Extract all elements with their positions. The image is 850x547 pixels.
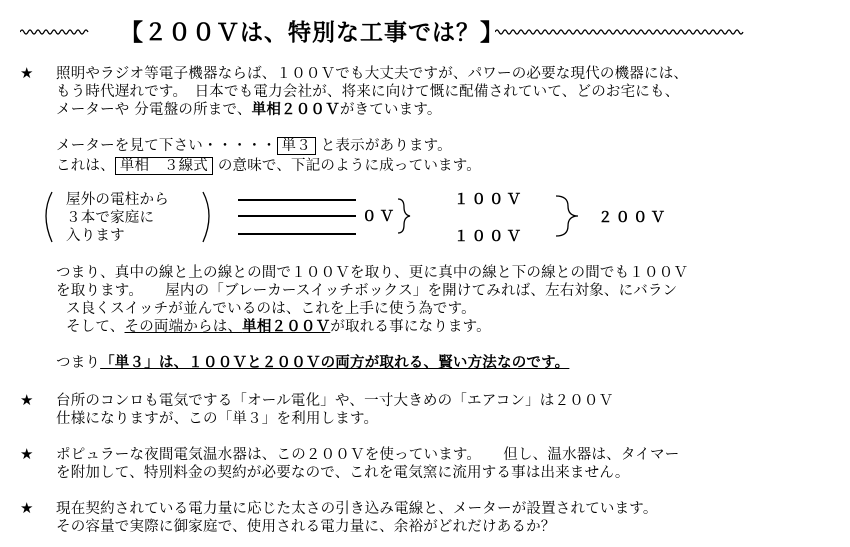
brace-small — [398, 199, 410, 233]
page-title: 【２００Ｖは、特別な工事では？】 — [120, 19, 504, 46]
left-bracket-right — [203, 192, 209, 242]
diagram-note-line2: ３本で家庭に — [66, 210, 155, 226]
brace-large — [556, 196, 578, 236]
meter-line2-b: の意味で、下記のように成っています。 — [217, 158, 481, 174]
star-bullet-1: ★ — [20, 64, 34, 82]
summary-emphasis: 「単３」は、１００Ｖと２００Ｖの両方が取れる、賢い方法なのです。 — [100, 355, 570, 371]
summary-line — [56, 354, 569, 372]
para2-line3: ス良くスイッチが並んでいるのは、これを上手に使う為です。 — [66, 301, 476, 317]
meter-box-tan3: 単３ — [277, 137, 316, 155]
left-bracket-left — [46, 192, 52, 242]
meter-box-single-phase: 単相 ３線式 — [115, 157, 213, 175]
star-bullet-2: ★ — [20, 391, 34, 409]
bullet4-line2: その容量で実際に御家庭で、使用される電力量に、余裕がどれだけあるか？ — [56, 519, 556, 535]
voltage-middle-label: ０Ｖ — [362, 209, 397, 225]
para1-line3-bold: 単相２００Ｖ — [251, 102, 340, 118]
para2-line1: つまり、真中の線と上の線との間で１００Ｖを取り、更に真中の線と下の線との間でも１００Ｖ — [56, 265, 689, 281]
diagram-note-line3: 入ります — [66, 228, 125, 244]
voltage-bottom-label: １００Ｖ — [454, 229, 524, 245]
diagram-note-line1: 屋外の電柱から — [66, 192, 169, 208]
para1-line3-a: メーターや 分電盤の所まで、 — [56, 102, 252, 118]
bullet2-line2: 仕様になりますが、この「単３」を利用します。 — [56, 411, 379, 427]
summary-lead: つまり — [56, 355, 101, 371]
star-bullet-3: ★ — [20, 445, 34, 463]
bullet2-line1: 台所のコンロも電気でする「オール電化」や、一寸大きめの「エアコン」は２００Ｖ — [56, 393, 614, 409]
voltage-top-label: １００Ｖ — [454, 192, 524, 208]
para2-line4-underlined: その両端からは、 — [124, 319, 243, 335]
para2-line4 — [66, 318, 491, 336]
star-bullet-4: ★ — [20, 499, 34, 517]
para1-line3-c: がきています。 — [339, 102, 442, 118]
para2-line4-d: が取れる事になります。 — [330, 319, 491, 335]
bullet4-line1: 現在契約されている電力量に応じた太さの引き込み電線と、メーターが設置されています。 — [56, 501, 658, 517]
bullet3-line1: ポピュラーな夜間電気温水器は、この２００Ｖを使っています。 但し、温水器は、タイマー — [56, 447, 680, 463]
para2-line4-a: そして、 — [66, 319, 125, 335]
para2-line4-bold: 単相２００Ｖ — [242, 319, 331, 335]
bullet3-line2: を附加して、特別料金の契約が必要なので、これを電気窯に流用する事は出来ません。 — [56, 465, 630, 481]
meter-line2-a: これは、 — [56, 158, 115, 174]
para1-line2: もう時代遅れです。 日本でも電力会社が、将来に向けて慨に配備されていて、どのお宅にも、 — [56, 84, 680, 100]
meter-line1-a: メーターを見て下さい・・・・・ — [56, 138, 277, 154]
para2-line2: を取ります。 屋内の「ブレーカースイッチボックス」を開けてみれば、左右対象、にバラン — [56, 283, 678, 299]
voltage-total-label: ２００Ｖ — [598, 210, 668, 226]
meter-line1-b: と表示があります。 — [320, 138, 452, 154]
para1-line1: 照明やラジオ等電子機器ならば、１００Ｖでも大丈夫ですが、パワーの必要な現代の機器には、 — [56, 66, 689, 82]
